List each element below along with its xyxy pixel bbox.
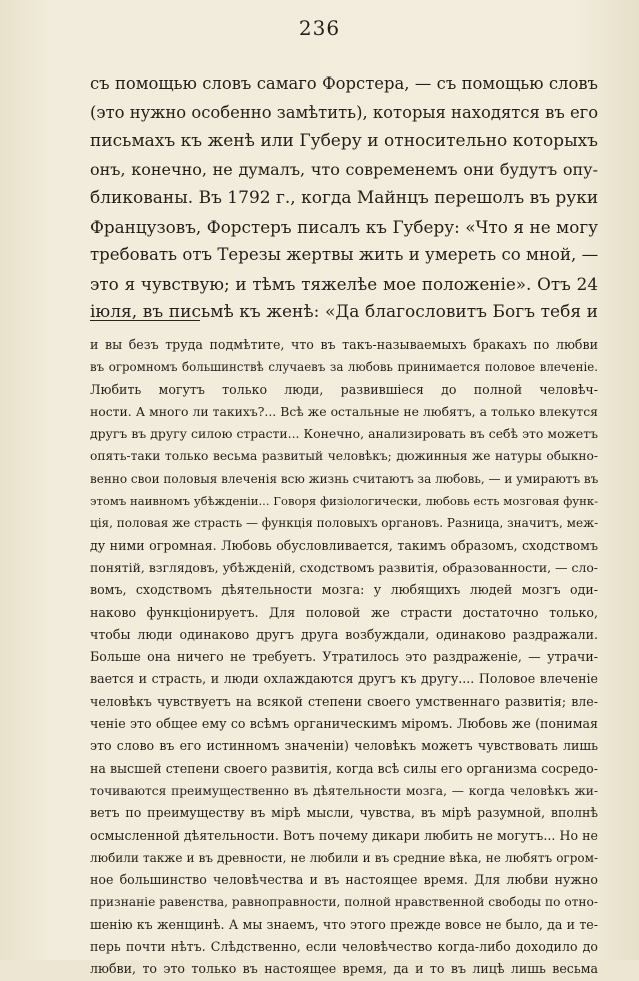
footnote-line: осмысленной дѣятельности. Вотъ почему дикари любить не могутъ... Но не xyxy=(90,827,598,843)
main-text-line: письмахъ къ женѣ или Губеру и относительно которыхъ xyxy=(90,131,598,151)
main-text-line: онъ, конечно, не думалъ, что современемъ они будутъ опу- xyxy=(90,159,598,179)
footnote-line: этомъ наивномъ убѣжденiи... Говоря физiологически, любовь есть мозговая функ- xyxy=(90,494,598,509)
main-text-line: съ помощью словъ самаго Форстера, — съ помощью словъ xyxy=(90,74,598,93)
footnote-line: въ огромномъ большинствѣ случаевъ за любовь принимается половое влеченiе. xyxy=(90,360,598,375)
main-text-line: бликованы. Въ 1792 г., когда Майнцъ перешолъ въ руки xyxy=(90,188,599,208)
footnote-line: признанiе равенства, равноправности, полной нравственной свободы по отно- xyxy=(90,895,598,910)
footnote-line: вается и страсть, и люди охлаждаются другъ къ другу.... Половое влеченiе xyxy=(90,671,598,687)
footnote-line: перь почти нѣтъ. Слѣдственно, если человѣчество когда-либо доходило до xyxy=(90,939,598,955)
footnote-line: опять-таки только весьма развитый человѣкъ; дюжинныя же натуры обыкно- xyxy=(90,449,598,464)
footnote-line: ное большинство человѣчества и въ настоящее время. Для любви нужно xyxy=(90,872,598,888)
main-text-line: Французовъ, Форстеръ писалъ къ Губеру: «Что я не могу xyxy=(90,216,598,237)
main-text-line: требовать отъ Терезы жертвы жить и умереть со мной, — xyxy=(90,245,599,264)
footnote-line: Любить могутъ только люди, развившiеся до полной человѣч- xyxy=(90,381,598,397)
page-number: 236 xyxy=(298,16,341,40)
footnote-line: вомъ, сходствомъ дѣятельности мозга: у любящихъ людей мозгъ оди- xyxy=(90,582,598,598)
footnote-line: понятiй, взглядовъ, убѣжденiй, сходствомъ развитiя, образованности, — сло- xyxy=(90,559,598,575)
footnote-line: и вы безъ труда подмѣтите, что въ такъ-называемыхъ бракахъ по любви xyxy=(90,337,598,352)
footnote-line: человѣкъ чувствуетъ на всякой степени своего умственнаго развитiя; вле- xyxy=(90,693,598,709)
footnote-line: шенiю къ женщинѣ. А мы знаемъ, что этого прежде вовсе не было, да и те- xyxy=(90,916,598,932)
footnote xyxy=(90,334,598,981)
footnote-line: любви, то это только въ настоящее время, да и то въ лицѣ лишь весьма xyxy=(90,961,598,977)
footnote-line: другъ въ другу силою страсти... Конечно, анализировать въ себѣ это можетъ xyxy=(90,426,598,442)
footnote-line: ветъ по преимуществу въ мiрѣ мысли, чувства, въ мiрѣ разумной, вполнѣ xyxy=(90,805,598,821)
footnote-line: любили также и въ древности, не любили и въ средние вѣка, не любятъ огром- xyxy=(90,850,598,865)
footnote-line: на высшей степени своего развитiя, когда всѣ силы его организма сосредо- xyxy=(90,760,598,776)
footnote-line: ду ними огромная. Любовь обусловливается, такимъ образомъ, сходствомъ xyxy=(90,537,598,553)
footnote-line: наково функцiонируетъ. Для половой же страсти достаточно только, xyxy=(90,604,598,620)
footnote-line: ченiе это общее ему со всѣмъ органическимъ мiромъ. Любовь же (понимая xyxy=(90,716,598,732)
footnote-line: это слово въ его истинномъ значенiи) человѣкъ можетъ чувствовать лишь xyxy=(90,738,598,754)
footnote-line: точиваются преимущественно въ дѣятельности мозга, — когда человѣкъ жи- xyxy=(90,783,598,798)
main-text-line: (это нужно особенно замѣтить), которыя находятся въ его xyxy=(90,102,599,122)
footnote-line: венно свои половыя влеченiя всю жизнь считаютъ за любовь, — и умираютъ въ xyxy=(90,471,599,486)
main-text xyxy=(90,70,598,327)
footnote-line: цiя, половая же страсть — функцiя половыхъ органовъ. Разница, значитъ, меж- xyxy=(90,516,599,531)
main-text-line: это я чувствую; и тѣмъ тяжелѣе мое положенiе». Отъ 24 xyxy=(90,273,598,294)
footnote-line: Больше она ничего не требуетъ. Утратилось это раздраженiе, — утрачи- xyxy=(90,649,598,665)
footnote-line: чтобы люди одинаково другъ друга возбуждали, одинаково раздражали. xyxy=(90,626,598,642)
main-text-line: iюля, въ письмѣ къ женѣ: «Да благословитъ Богъ тебя и xyxy=(90,302,598,322)
footnote-line: ности. А много ли такихъ?... Всѣ же остальные не любятъ, а только влекутся xyxy=(90,403,598,419)
footnote-divider xyxy=(90,320,200,321)
